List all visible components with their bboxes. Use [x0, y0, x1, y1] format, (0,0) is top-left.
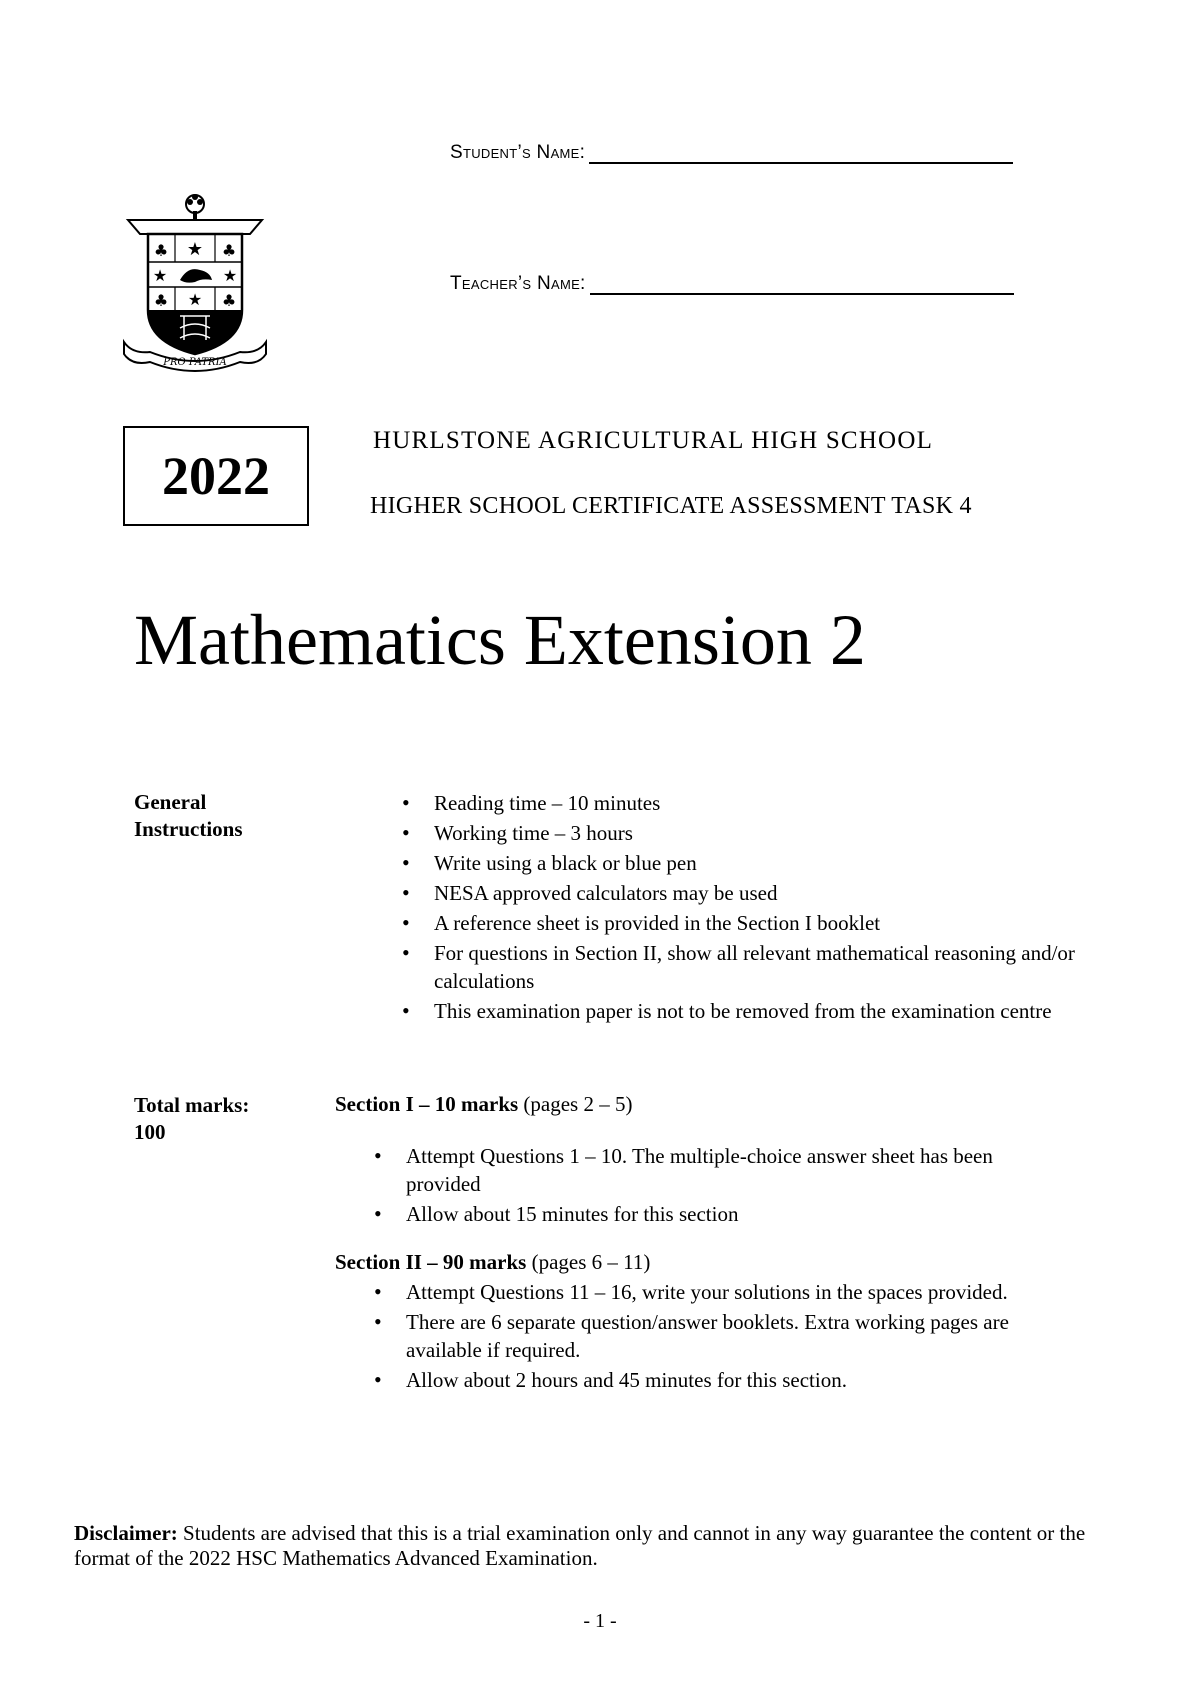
total-label-line2: 100	[134, 1120, 166, 1144]
section2-heading	[335, 1248, 650, 1276]
section1-pages: (pages 2 – 5)	[523, 1092, 633, 1116]
page-number: - 1 -	[583, 1610, 617, 1632]
svg-text:♣: ♣	[153, 291, 169, 310]
list-item: • NESA approved calculators may be used	[398, 879, 1098, 907]
list-item: • Attempt Questions 1 – 10. The multiple-choice answer sheet has been provided	[370, 1142, 1070, 1198]
student-name-row	[450, 142, 1013, 164]
list-item: • Allow about 15 minutes for this section	[370, 1200, 1070, 1228]
svg-text:★: ★	[152, 266, 168, 285]
section1-heading	[335, 1090, 632, 1118]
school-name: HURLSTONE AGRICULTURAL HIGH SCHOOL	[373, 427, 934, 454]
teacher-name-field[interactable]	[590, 273, 1014, 295]
list-item: • This examination paper is not to be removed from the examination centre	[398, 997, 1098, 1025]
teacher-name-label: Teacher’s Name:	[450, 273, 586, 294]
total-label-line1: Total marks:	[134, 1093, 250, 1117]
svg-text:♣: ♣	[221, 241, 237, 260]
student-name-label: Student’s Name:	[450, 142, 586, 163]
school-crest-logo	[120, 192, 270, 374]
svg-text:★: ★	[222, 266, 238, 285]
list-item: • Reading time – 10 minutes	[398, 789, 1098, 817]
list-item: • A reference sheet is provided in the Section I booklet	[398, 909, 1098, 937]
student-name-field[interactable]	[589, 142, 1013, 164]
section1-title: Section I – 10 marks	[335, 1092, 519, 1116]
list-item: • Write using a black or blue pen	[398, 849, 1098, 877]
svg-text:★: ★	[186, 239, 204, 260]
disclaimer-text: Students are advised that this is a trial examination only and cannot in any way guarantee the content or the format of the 2022 HSC Mathematics Advanced Examination.	[74, 1521, 1086, 1570]
total-marks-label	[134, 1092, 249, 1146]
section1-list	[370, 1142, 1070, 1230]
list-item: • Allow about 2 hours and 45 minutes for this section.	[370, 1366, 1070, 1394]
svg-text:★: ★	[187, 290, 203, 309]
general-instructions-list	[398, 789, 1098, 1027]
disclaimer	[74, 1521, 1134, 1571]
section2-list	[370, 1278, 1070, 1396]
general-label-line1: General	[134, 790, 207, 814]
list-item: • For questions in Section II, show all relevant mathematical reasoning and/or calculations	[398, 939, 1098, 995]
list-item: • Working time – 3 hours	[398, 819, 1098, 847]
svg-text:♣: ♣	[153, 241, 169, 260]
year-box: 2022	[123, 426, 309, 526]
section2-title: Section II – 90 marks	[335, 1250, 527, 1274]
svg-text:♣: ♣	[221, 291, 237, 310]
teacher-name-row	[450, 273, 1014, 295]
general-instructions-label	[134, 789, 243, 843]
section2-pages: (pages 6 – 11)	[531, 1250, 651, 1274]
list-item: • There are 6 separate question/answer booklets. Extra working pages are available if required.	[370, 1308, 1070, 1364]
task-name: HIGHER SCHOOL CERTIFICATE ASSESSMENT TASK 4	[370, 493, 972, 519]
disclaimer-label: Disclaimer:	[74, 1521, 178, 1545]
exam-title: Mathematics Extension 2	[134, 600, 866, 680]
crest-motto: PRO PATRIA	[163, 357, 227, 368]
general-label-line2: Instructions	[134, 817, 243, 841]
list-item: • Attempt Questions 11 – 16, write your solutions in the spaces provided.	[370, 1278, 1070, 1306]
